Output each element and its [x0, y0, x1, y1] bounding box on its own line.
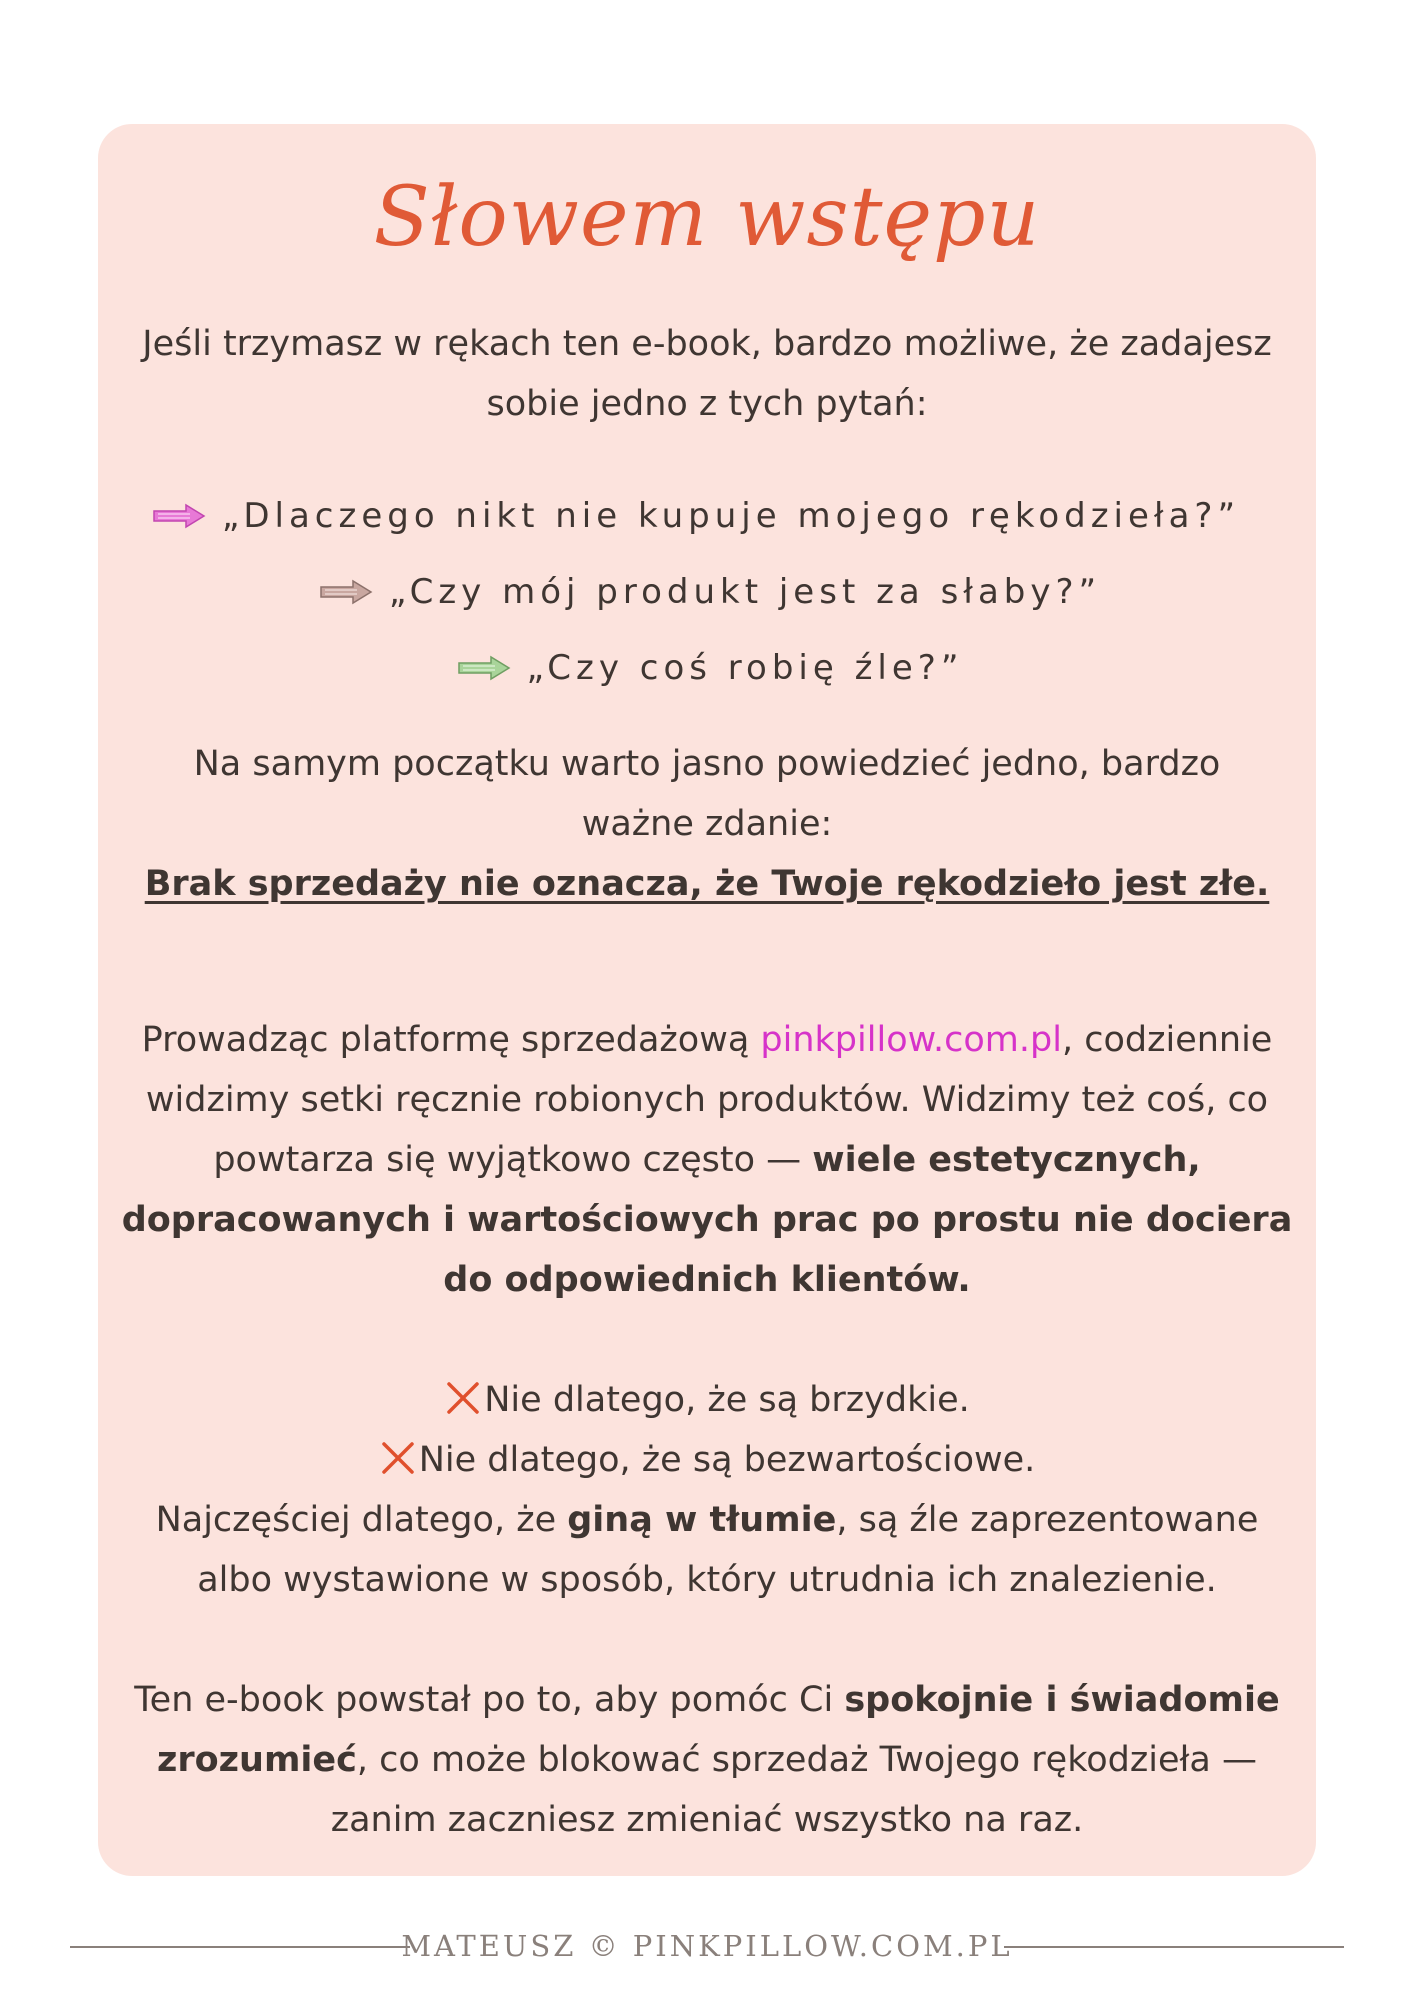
reason-not-worthless — [98, 1430, 1316, 1490]
platform-line-2: widzimy setki ręcznie robionych produktów. Widzimy też coś, co — [145, 1080, 1269, 1120]
question-1-text: „Dlaczego nikt nie kupuje mojego rękodzieła?” — [221, 496, 1241, 536]
reasons-line-3-a: Najczęściej dlatego, że — [155, 1500, 568, 1540]
reason-not-worthless-text: Nie dlatego, że są bezwartościowe. — [418, 1440, 1036, 1480]
intro-paragraph — [98, 314, 1316, 434]
pinkpillow-link[interactable]: pinkpillow.com.pl — [760, 1020, 1062, 1060]
page-footer — [0, 1926, 1414, 1966]
page-title: Słowem wstępu — [373, 170, 1041, 265]
platform-line-3-plain: powtarza się wyjątkowo często — — [213, 1140, 813, 1180]
intro-line-2: sobie jedno z tych pytań: — [486, 384, 928, 424]
closing-paragraph — [98, 1670, 1316, 1850]
platform-line-5 — [98, 1250, 1316, 1310]
statement-paragraph — [98, 734, 1316, 914]
reason-not-ugly-text: Nie dlatego, że są brzydkie. — [484, 1380, 970, 1420]
closing-line-2-bold: zrozumieć — [157, 1740, 357, 1780]
closing-line-1 — [98, 1670, 1316, 1730]
reason-not-ugly — [98, 1370, 1316, 1430]
question-3-text: „Czy coś robię źle?” — [526, 648, 964, 688]
reasons-line-4: albo wystawione w sposób, który utrudnia ich znalezienie. — [197, 1560, 1217, 1600]
reasons-line-3-b: , są źle zaprezentowane — [836, 1500, 1259, 1540]
question-2-text: „Czy mój produkt jest za słaby?” — [388, 572, 1102, 612]
footer-credit: MATEUSZ © PINKPILLOW.COM.PL — [401, 1929, 1013, 1963]
closing-line-1-bold: spokojnie i świadomie — [844, 1680, 1280, 1720]
platform-paragraph — [98, 1010, 1316, 1310]
platform-text: Prowadząc platformę sprzedażową — [141, 1020, 761, 1060]
question-3 — [3, 638, 1414, 698]
statement-line-2: ważne zdanie: — [581, 804, 833, 844]
reasons-line-3-bold: giną w tłumie — [567, 1500, 837, 1540]
statement-emphasis: Brak sprzedaży nie oznacza, że Twoje rękodzieło jest złe. — [144, 864, 1270, 904]
x-mark-icon — [379, 1439, 417, 1477]
reasons-paragraph — [98, 1370, 1316, 1610]
statement-line-1: Na samym początku warto jasno powiedzieć jedno, bardzo — [193, 744, 1221, 784]
platform-line-3-bold: wiele estetycznych, — [812, 1140, 1201, 1180]
closing-line-2-plain: , co może blokować sprzedaż Twojego rękodzieła — — [356, 1740, 1257, 1780]
question-2 — [3, 562, 1414, 622]
platform-line-4-bold: dopracowanych i wartościowych prac po prostu nie dociera — [121, 1200, 1293, 1240]
x-mark-icon — [444, 1379, 482, 1417]
platform-line-3 — [98, 1130, 1316, 1190]
pink-arrow-icon — [152, 503, 206, 529]
taupe-arrow-icon — [319, 579, 373, 605]
platform-text-after: , codziennie — [1061, 1020, 1273, 1060]
platform-line-5-bold: do odpowiednich klientów. — [443, 1260, 971, 1300]
platform-line-4 — [98, 1190, 1316, 1250]
platform-line-1 — [98, 1010, 1316, 1070]
closing-line-1-plain: Ten e-book powstał po to, aby pomóc Ci — [134, 1680, 845, 1720]
intro-line-1: Jeśli trzymasz w rękach ten e-book, bardzo możliwe, że zadajesz — [142, 324, 1272, 364]
closing-line-2 — [98, 1730, 1316, 1790]
reasons-line-3 — [98, 1490, 1316, 1550]
green-arrow-icon — [457, 655, 511, 681]
question-1 — [0, 486, 1403, 546]
closing-line-3: zanim zaczniesz zmieniać wszystko na raz. — [330, 1800, 1084, 1840]
